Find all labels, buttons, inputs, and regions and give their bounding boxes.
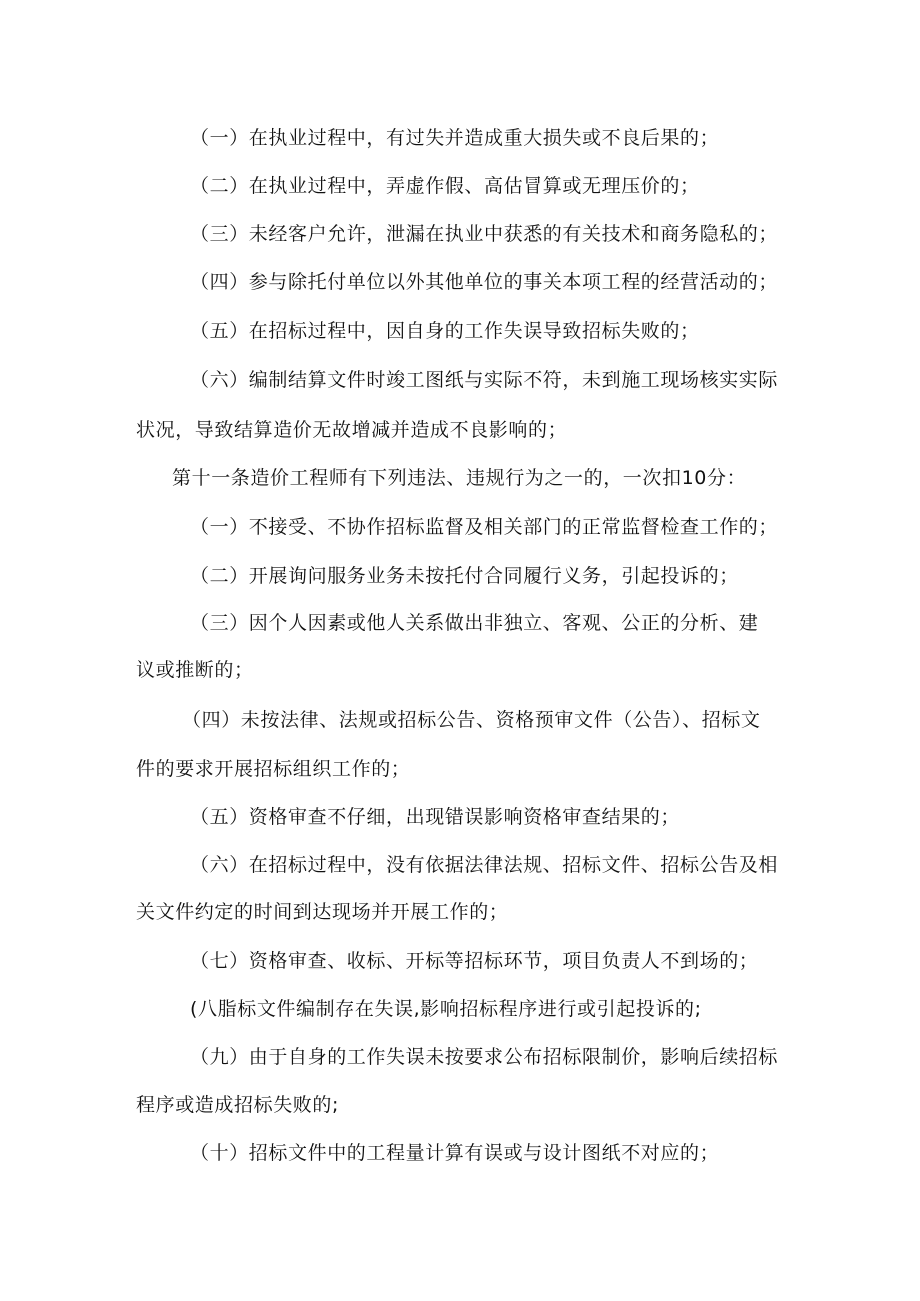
text-line: 件的要求开展招标组织工作的； (136, 758, 411, 780)
text-line: （一）在执业过程中，有过失并造成重大损失或不良后果的； (190, 127, 720, 149)
text-line: （五）资格审查不仔细，出现错误影响资格审查结果的； (190, 806, 681, 828)
article-heading: 第十一条造价工程师有下列违法、违规行为之一的，一次扣10分： (172, 467, 747, 489)
text-line: （十）招标文件中的工程量计算有误或与设计图纸不对应的； (190, 1142, 720, 1164)
text-line: （三）未经客户允许，泄漏在执业中获悉的有关技术和商务隐私的； (190, 223, 779, 245)
text-line: （四）参与除托付单位以外其他单位的事关本项工程的经营活动的； (190, 271, 779, 293)
text-line: （三）因个人因素或他人关系做出非独立、客观、公正的分析、建 (190, 612, 759, 634)
text-line: （二）在执业过程中，弄虚作假、高估冒算或无理压价的； (190, 175, 700, 197)
text-line: （四）未按法律、法规或招标公告、资格预审文件（公告）、招标文 (182, 709, 761, 731)
text-line: （六）在招标过程中，没有依据法律法规、招标文件、招标公告及相 (190, 854, 779, 876)
text-line: 状况，导致结算造价无故增减并造成不良影响的； (136, 419, 568, 441)
text-line: （五）在招标过程中，因自身的工作失误导致招标失败的； (190, 320, 700, 342)
text-line: （二）开展询问服务业务未按托付合同履行义务，引起投诉的； (190, 565, 739, 587)
text-line: 议或推断的； (136, 659, 254, 681)
text-line: （一）不接受、不协作招标监督及相关部门的正常监督检查工作的； (190, 516, 779, 538)
text-line: （九）由于自身的工作失误未按要求公布招标限制价，影响后续招标 (190, 1046, 779, 1068)
text-line: （七）资格审查、收标、开标等招标环节，项目负责人不到场的； (190, 950, 759, 972)
text-line: (八脂标文件编制存在失误,影响招标程序进行或引起投诉的; (190, 998, 702, 1020)
text-line: 关文件约定的时间到达现场并开展工作的； (136, 901, 509, 923)
text-line: （六）编制结算文件时竣工图纸与实际不符，未到施工现场核实实际 (190, 369, 779, 391)
text-line: 程序或造成招标失败的; (136, 1094, 340, 1116)
